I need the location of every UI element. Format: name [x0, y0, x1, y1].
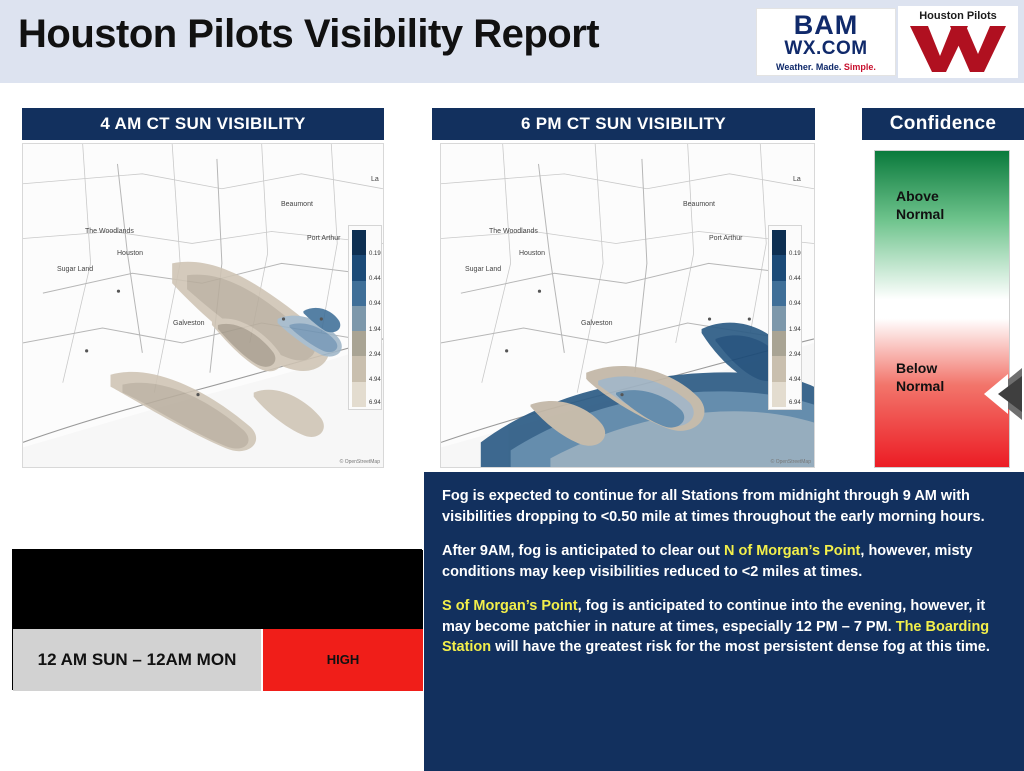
- scale-tick-0: 0.19: [789, 251, 801, 257]
- scale-tick-6: 6.94: [789, 400, 801, 406]
- map-6pm-graphic: [441, 144, 814, 467]
- map-label-galveston: Galveston: [173, 320, 205, 327]
- houston-pilots-logo: [898, 6, 1018, 78]
- discussion-paragraph-2: [442, 541, 1006, 582]
- discussion-p2-post: , however, misty conditions may keep visibilities reduced to <2 miles at times.: [442, 543, 973, 580]
- discussion-panel: [424, 472, 1024, 771]
- confidence-pointer-icon: [978, 368, 1022, 420]
- map-4am-graphic: [23, 144, 383, 467]
- tagline-made: Made.: [815, 61, 844, 72]
- discussion-p3-highlight-1: S of Morgan’s Point: [442, 598, 578, 615]
- map-label-sugar-land: Sugar Land: [465, 266, 502, 273]
- scale-tick-2: 0.94: [369, 301, 381, 307]
- map-label-houston: Houston: [519, 250, 546, 257]
- map-label-beaumont: Beaumont: [683, 201, 715, 208]
- map-label-the-woodlands: The Woodlands: [489, 228, 538, 235]
- panel-title-4am: 4 AM CT SUN VISIBILITY: [22, 108, 384, 140]
- discussion-p2-pre: After 9AM, fog is anticipated to clear out: [442, 543, 724, 560]
- map-label-houston: Houston: [117, 250, 144, 257]
- scale-tick-4: 2.94: [789, 352, 801, 358]
- map-credit-right: © OpenStreetMap: [770, 459, 811, 465]
- map-label-port-arthur: Port Arthur: [709, 235, 743, 242]
- bamwx-logo: [756, 8, 896, 76]
- page-title: Houston Pilots Visibility Report: [18, 12, 600, 56]
- map-4am-visibility: [22, 143, 384, 468]
- discussion-p3-highlight-2: The Boarding Station: [442, 618, 990, 656]
- map-label-the-woodlands: The Woodlands: [85, 228, 134, 235]
- discussion-p3-mid: , fog is anticipated to continue into the evening, however, it may become patchier in nature at times, especially 12 PM – 7 PM.: [442, 598, 986, 635]
- column-header-timeframe-line1: TIMEFRAME: [81, 567, 195, 589]
- column-header-threat: THREAT: [305, 578, 381, 600]
- panel-title-6pm: 6 PM CT SUN VISIBILITY: [432, 108, 815, 140]
- bamwx-logo-tagline: [776, 62, 876, 72]
- scale-tick-1: 0.44: [369, 276, 381, 282]
- map-label-la: La: [793, 176, 801, 183]
- map-label-la: La: [371, 176, 379, 183]
- tagline-weather: Weather.: [776, 61, 816, 72]
- scale-tick-4: 2.94: [369, 352, 381, 358]
- column-header-timeframe-line2: DISCUSSED: [82, 589, 194, 611]
- tagline-simple: Simple.: [843, 61, 876, 72]
- map-label-sugar-land: Sugar Land: [57, 266, 94, 273]
- discussion-p2-highlight: N of Morgan’s Point: [723, 543, 861, 560]
- bamwx-logo-text1: BAM: [793, 10, 859, 41]
- confidence-above-line1: Above: [896, 188, 939, 204]
- scale-tick-6: 6.94: [369, 400, 381, 406]
- timeframe-threat-table: [12, 549, 422, 690]
- scale-tick-3: 1.94: [789, 327, 801, 333]
- map-6pm-visibility: [440, 143, 815, 468]
- map-label-port-arthur: Port Arthur: [307, 235, 341, 242]
- houston-pilots-logo-label: Houston Pilots: [919, 10, 997, 22]
- discussion-p3-post: will have the greatest risk for the most persistent dense fog at this time.: [491, 639, 990, 656]
- map-label-galveston: Galveston: [581, 320, 613, 327]
- report-header: [0, 0, 1024, 85]
- column-header-timeframe: [13, 550, 263, 629]
- confidence-below-line2: Normal: [896, 377, 945, 394]
- pilots-anchor-icon: [906, 22, 1010, 74]
- visibility-color-scale-right: [768, 225, 802, 410]
- scale-tick-3: 1.94: [369, 327, 381, 333]
- scale-tick-0: 0.19: [369, 251, 381, 257]
- confidence-above-normal-label: [896, 188, 944, 223]
- discussion-paragraph-3: [442, 596, 1006, 658]
- bamwx-logo-line2: WX.COM: [784, 38, 868, 60]
- map-credit-left: © OpenStreetMap: [339, 459, 380, 465]
- scale-tick-5: 4.94: [369, 377, 381, 383]
- panel-title-confidence: Confidence: [862, 108, 1024, 140]
- confidence-below-line1: Below: [896, 360, 938, 376]
- scale-tick-2: 0.94: [789, 301, 801, 307]
- cell-timeframe-value: 12 AM SUN – 12AM MON: [13, 629, 263, 691]
- confidence-below-normal-label: [896, 360, 944, 395]
- scale-tick-5: 4.94: [789, 377, 801, 383]
- bamwx-logo-line1: [794, 12, 859, 39]
- discussion-paragraph-1: Fog is expected to continue for all Stations from midnight through 9 AM with visibilities dropping to <0.50 mile at times throughout the early morning hours.: [442, 488, 985, 525]
- confidence-above-line2: Normal: [896, 205, 945, 222]
- map-label-beaumont: Beaumont: [281, 201, 313, 208]
- cell-threat-value: HIGH: [263, 629, 423, 691]
- scale-tick-1: 0.44: [789, 276, 801, 282]
- visibility-color-scale-left: [348, 225, 382, 410]
